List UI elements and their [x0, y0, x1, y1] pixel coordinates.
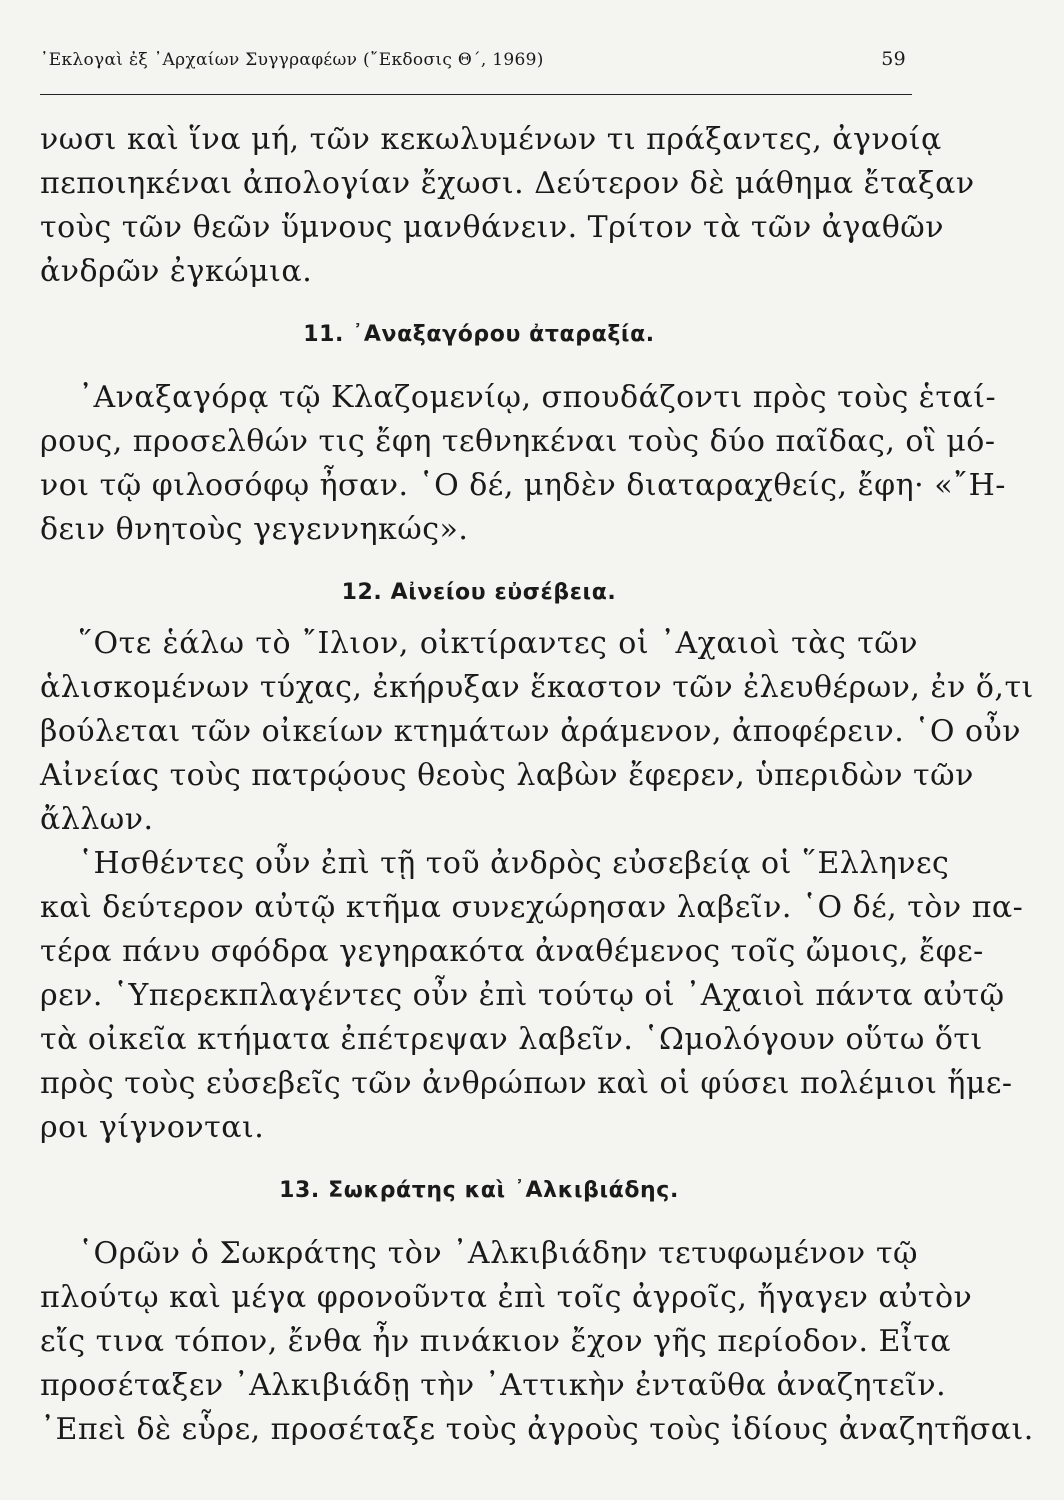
text-line: ἁλισκομένων τύχας, ἐκήρυξαν ἕκαστον τῶν ἐλευθέρων, ἐν ὅ,τι	[40, 670, 1034, 705]
intro-paragraph	[40, 118, 975, 294]
text-line: εἴς τινα τόπον, ἔνθα ἦν πινάκιον ἔχον γῆς περίοδον. Εἶτα	[40, 1324, 952, 1359]
text-line: πλούτῳ καὶ μέγα φρονοῦντα ἐπὶ τοῖς ἀγροῖς, ἤγαγεν αὐτὸν	[40, 1280, 973, 1315]
page-body	[40, 118, 1034, 1452]
section-heading-13: 13. Σωκράτης καὶ ᾿Αλκιβιάδης.	[279, 1178, 679, 1203]
text-line: ρεν. ῾Υπερεκπλαγέντες οὖν ἐπὶ τούτῳ οἱ ᾿Αχαιοὶ πάντα αὐτῷ	[40, 978, 1005, 1013]
text-line: ῞Οτε ἑάλω τὸ ῎Ιλιον, οἰκτίραντες οἱ ᾿Αχαιοὶ τὰς τῶν	[78, 626, 918, 661]
text-line: ᾿Αναξαγόρᾳ τῷ Κλαζομενίῳ, σπουδάζοντι πρὸς τοὺς ἑταί-	[78, 380, 997, 415]
text-line: πεποιηκέναι ἀπολογίαν ἔχωσι. Δεύτερον δὲ μάθημα ἔταξαν	[40, 166, 975, 201]
header-title: ᾿Εκλογαὶ ἐξ ᾿Αρχαίων Συγγραφέων (῎Εκδοσις Θ΄, 1969)	[40, 50, 544, 70]
text-line: ᾿Επεὶ δὲ εὗρε, προσέταξε τοὺς ἀγροὺς τοὺς ἰδίους ἀναζητῆσαι.	[40, 1412, 1034, 1447]
text-line: ῾Ορῶν ὁ Σωκράτης τὸν ᾿Αλκιβιάδην τετυφωμένον τῷ	[78, 1236, 918, 1271]
text-line: νοι τῷ φιλοσόφῳ ἦσαν. ῾Ο δέ, μηδὲν διαταραχθείς, ἔφη· «῎Η-	[40, 468, 1006, 503]
section-11-paragraph	[40, 376, 1006, 552]
text-line: νωσι καὶ ἵνα μή, τῶν κεκωλυμένων τι πράξαντες, ἀγνοίᾳ	[40, 122, 942, 157]
text-line: ῾Ησθέντες οὖν ἐπὶ τῇ τοῦ ἀνδρὸς εὐσεβείᾳ οἱ ῞Ελληνες	[78, 846, 950, 881]
text-line: ροι γίγνονται.	[40, 1110, 265, 1145]
text-line: ἀνδρῶν ἐγκώμια.	[40, 254, 313, 289]
text-line: πρὸς τοὺς εὐσεβεῖς τῶν ἀνθρώπων καὶ οἱ φύσει πολέμιοι ἥμε-	[40, 1066, 1013, 1101]
text-line: βούλεται τῶν οἰκείων κτημάτων ἀράμενον, ἀποφέρειν. ῾Ο οὖν	[40, 714, 1022, 749]
text-line: δειν θνητοὺς γεγεννηκώς».	[40, 512, 469, 547]
text-line: προσέταξεν ᾿Αλκιβιάδῃ τὴν ᾿Αττικὴν ἐνταῦθα ἀναζητεῖν.	[40, 1368, 947, 1403]
page-number: 59	[881, 48, 906, 70]
section-heading-12: 12. Αἰνείου εὐσέβεια.	[341, 580, 617, 605]
text-line: καὶ δεύτερον αὐτῷ κτῆμα συνεχώρησαν λαβεῖν. ῾Ο δέ, τὸν πα-	[40, 890, 1024, 925]
text-line: ἄλλων.	[40, 802, 154, 837]
text-line: τὰ οἰκεῖα κτήματα ἐπέτρεψαν λαβεῖν. ῾Ωμολόγουν οὕτω ὅτι	[40, 1022, 983, 1057]
text-line: τέρα πάνυ σφόδρα γεγηρακότα ἀναθέμενος τοῖς ὤμοις, ἔφε-	[40, 934, 984, 969]
section-heading-11: 11. ᾿Αναξαγόρου ἀταραξία.	[303, 322, 655, 347]
text-line: τοὺς τῶν θεῶν ὕμνους μανθάνειν. Τρίτον τὰ τῶν ἀγαθῶν	[40, 210, 944, 245]
section-12-paragraph	[40, 622, 1034, 1150]
section-13-paragraph	[40, 1232, 1034, 1452]
running-header	[40, 44, 912, 95]
text-line: Αἰνείας τοὺς πατρῴους θεοὺς λαβὼν ἔφερεν, ὑπεριδὼν τῶν	[40, 758, 974, 793]
text-line: ρους, προσελθών τις ἔφη τεθνηκέναι τοὺς δύο παῖδας, οἳ μό-	[40, 424, 996, 459]
